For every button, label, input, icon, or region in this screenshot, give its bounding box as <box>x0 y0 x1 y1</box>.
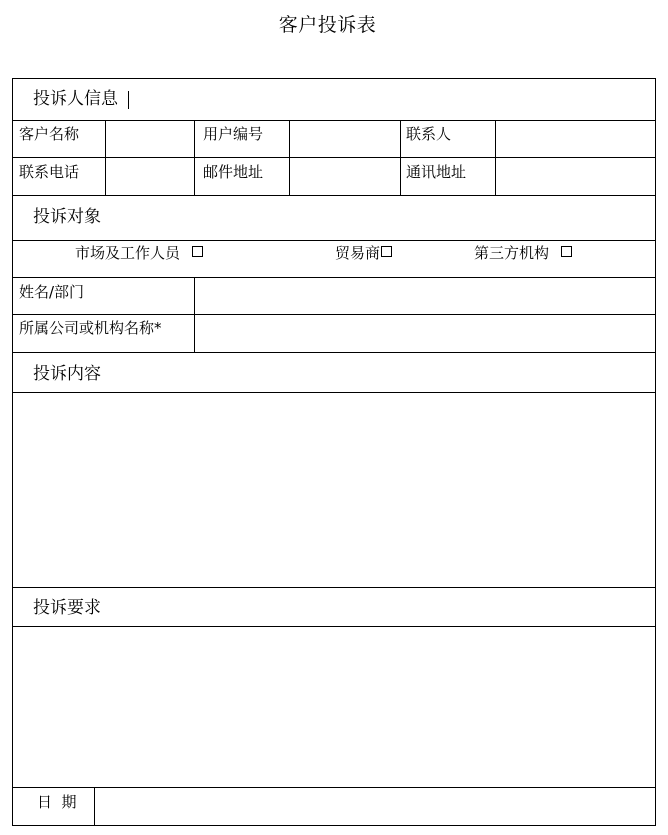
form-right-border <box>655 78 656 826</box>
target-option-third-party[interactable] <box>474 243 572 263</box>
label-customer-name: 客户名称 <box>19 125 80 143</box>
col-divider <box>495 120 496 195</box>
col-divider <box>289 120 290 195</box>
label-date: 日 期 <box>37 793 77 811</box>
label-user-id: 用户编号 <box>203 125 264 143</box>
col-divider <box>400 120 401 195</box>
target-option-staff[interactable] <box>75 243 203 263</box>
row-divider <box>12 314 656 315</box>
col-divider <box>194 120 195 195</box>
row-divider <box>12 277 656 278</box>
label-mailing-address: 通讯地址 <box>406 163 467 181</box>
row-divider <box>12 240 656 241</box>
row-divider <box>12 195 656 196</box>
target-option-label: 贸易商 <box>335 244 381 262</box>
section-complaint-target: 投诉对象 <box>33 207 101 227</box>
col-divider <box>105 120 106 195</box>
target-option-label: 市场及工作人员 <box>75 244 181 262</box>
target-option-trader[interactable] <box>335 243 392 263</box>
label-email-address: 邮件地址 <box>203 163 264 181</box>
row-divider <box>12 157 656 158</box>
form-bottom-border <box>12 825 656 826</box>
complaint-request-area[interactable] <box>13 627 655 787</box>
row-divider <box>12 352 656 353</box>
text-cursor <box>128 91 129 109</box>
checkbox-icon[interactable] <box>192 246 203 257</box>
label-name-department: 姓名/部门 <box>19 283 85 301</box>
form-title: 客户投诉表 <box>278 14 377 36</box>
form-top-border <box>12 78 656 79</box>
section-complaint-content: 投诉内容 <box>33 364 101 384</box>
row-divider <box>12 587 656 588</box>
target-option-label: 第三方机构 <box>474 244 550 262</box>
section-complaint-request: 投诉要求 <box>33 598 101 618</box>
date-input-area[interactable] <box>95 788 655 825</box>
label-contact-person: 联系人 <box>406 125 452 143</box>
label-contact-phone: 联系电话 <box>19 163 80 181</box>
col-divider <box>194 277 195 352</box>
checkbox-icon[interactable] <box>561 246 572 257</box>
label-company-name: 所属公司或机构名称* <box>19 319 162 337</box>
checkbox-icon[interactable] <box>381 246 392 257</box>
complaint-content-area[interactable] <box>13 393 655 587</box>
row-divider <box>12 120 656 121</box>
section-complainant-info: 投诉人信息 <box>33 89 118 109</box>
